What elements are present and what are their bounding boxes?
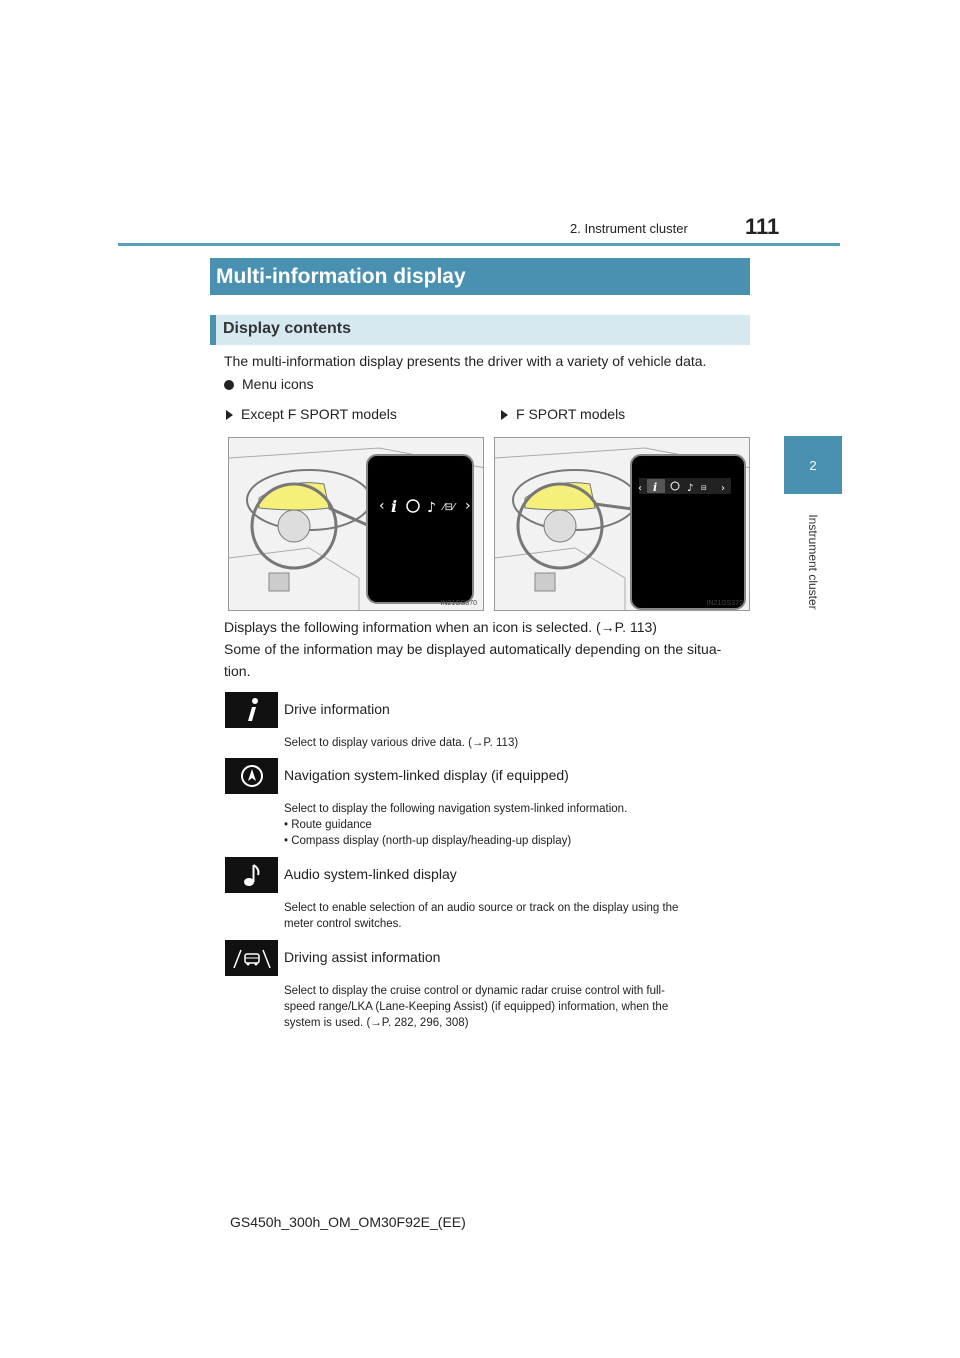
dashboard-illustration xyxy=(495,438,750,611)
subsection-header xyxy=(210,315,750,345)
svg-text:i: i xyxy=(391,497,398,516)
item-title: Navigation system-linked display (if equipped) xyxy=(284,767,569,783)
item-title: Drive information xyxy=(284,701,390,717)
item-desc: Select to display the cruise control or dynamic radar cruise control with full- xyxy=(284,985,665,997)
item-title: Audio system-linked display xyxy=(284,866,457,882)
svg-text:‹: ‹ xyxy=(638,483,642,494)
item-desc: Select to display the following navigation system-linked information. xyxy=(284,803,628,815)
panel-label-text: F SPORT models xyxy=(516,406,626,422)
item-desc: Select to enable selection of an audio source or track on the display using the xyxy=(284,902,679,914)
header-rule xyxy=(118,243,840,246)
illustration-fsport-cluster xyxy=(494,437,750,611)
body-line: Displays the following information when an icon is selected. (→P. 113) xyxy=(224,619,657,635)
dashboard-illustration xyxy=(229,438,484,611)
item-desc: system is used. (→P. 282, 296, 308) xyxy=(284,1017,469,1029)
info-i-icon xyxy=(225,692,278,728)
svg-text:i: i xyxy=(653,481,658,494)
panel-label-text: Except F SPORT models xyxy=(241,406,397,422)
bullet-menu-icons xyxy=(224,376,314,392)
car-driving-assist-icon xyxy=(225,940,278,976)
item-desc: speed range/LKA (Lane-Keeping Assist) (if equipped) information, when the xyxy=(284,1001,669,1013)
triangle-bullet-icon xyxy=(226,410,233,420)
music-note-icon xyxy=(225,857,278,893)
document-footer-code: GS450h_300h_OM_OM30F92E_(EE) xyxy=(230,1214,466,1230)
svg-text:⁄⊟⁄: ⁄⊟⁄ xyxy=(443,502,455,513)
item-desc: Select to display various drive data. (→P. 113) xyxy=(284,737,519,749)
body-line: Some of the information may be displayed automatically depending on the situa- xyxy=(224,641,722,657)
illustration-standard-cluster xyxy=(228,437,484,611)
svg-text:⊟: ⊟ xyxy=(701,484,707,492)
item-desc: • Route guidance xyxy=(284,819,372,831)
chapter-label: Instrument cluster xyxy=(806,514,820,610)
chapter-number: 2 xyxy=(809,457,817,473)
subsection-accent xyxy=(210,315,216,345)
panel-label-fsport xyxy=(501,406,625,422)
svg-text:♪: ♪ xyxy=(427,500,436,516)
image-code: IN21GS370 xyxy=(440,600,477,607)
section-title: Multi-information display xyxy=(210,258,750,295)
triangle-bullet-icon xyxy=(501,410,508,420)
bullet-icon xyxy=(224,380,234,390)
page-number: 111 xyxy=(745,214,780,239)
chapter-side-label xyxy=(800,502,826,622)
panel-label-standard xyxy=(226,406,397,422)
navigation-compass-icon xyxy=(225,758,278,794)
intro-text: The multi-information display presents the driver with a variety of vehicle data. xyxy=(224,353,707,369)
item-desc: • Compass display (north-up display/heading-up display) xyxy=(284,835,572,847)
image-code: IN21GS372 xyxy=(706,600,743,607)
svg-text:♪: ♪ xyxy=(687,483,694,494)
chapter-tab xyxy=(784,436,842,494)
subsection-title: Display contents xyxy=(223,320,352,337)
item-desc: meter control switches. xyxy=(284,918,402,930)
svg-text:›: › xyxy=(721,483,725,494)
item-title: Driving assist information xyxy=(284,949,441,965)
svg-text:›: › xyxy=(465,498,471,514)
svg-text:‹: ‹ xyxy=(379,498,385,514)
body-line: tion. xyxy=(224,663,251,679)
running-header-section: 2. Instrument cluster xyxy=(570,221,688,236)
bullet-text: Menu icons xyxy=(242,376,314,392)
